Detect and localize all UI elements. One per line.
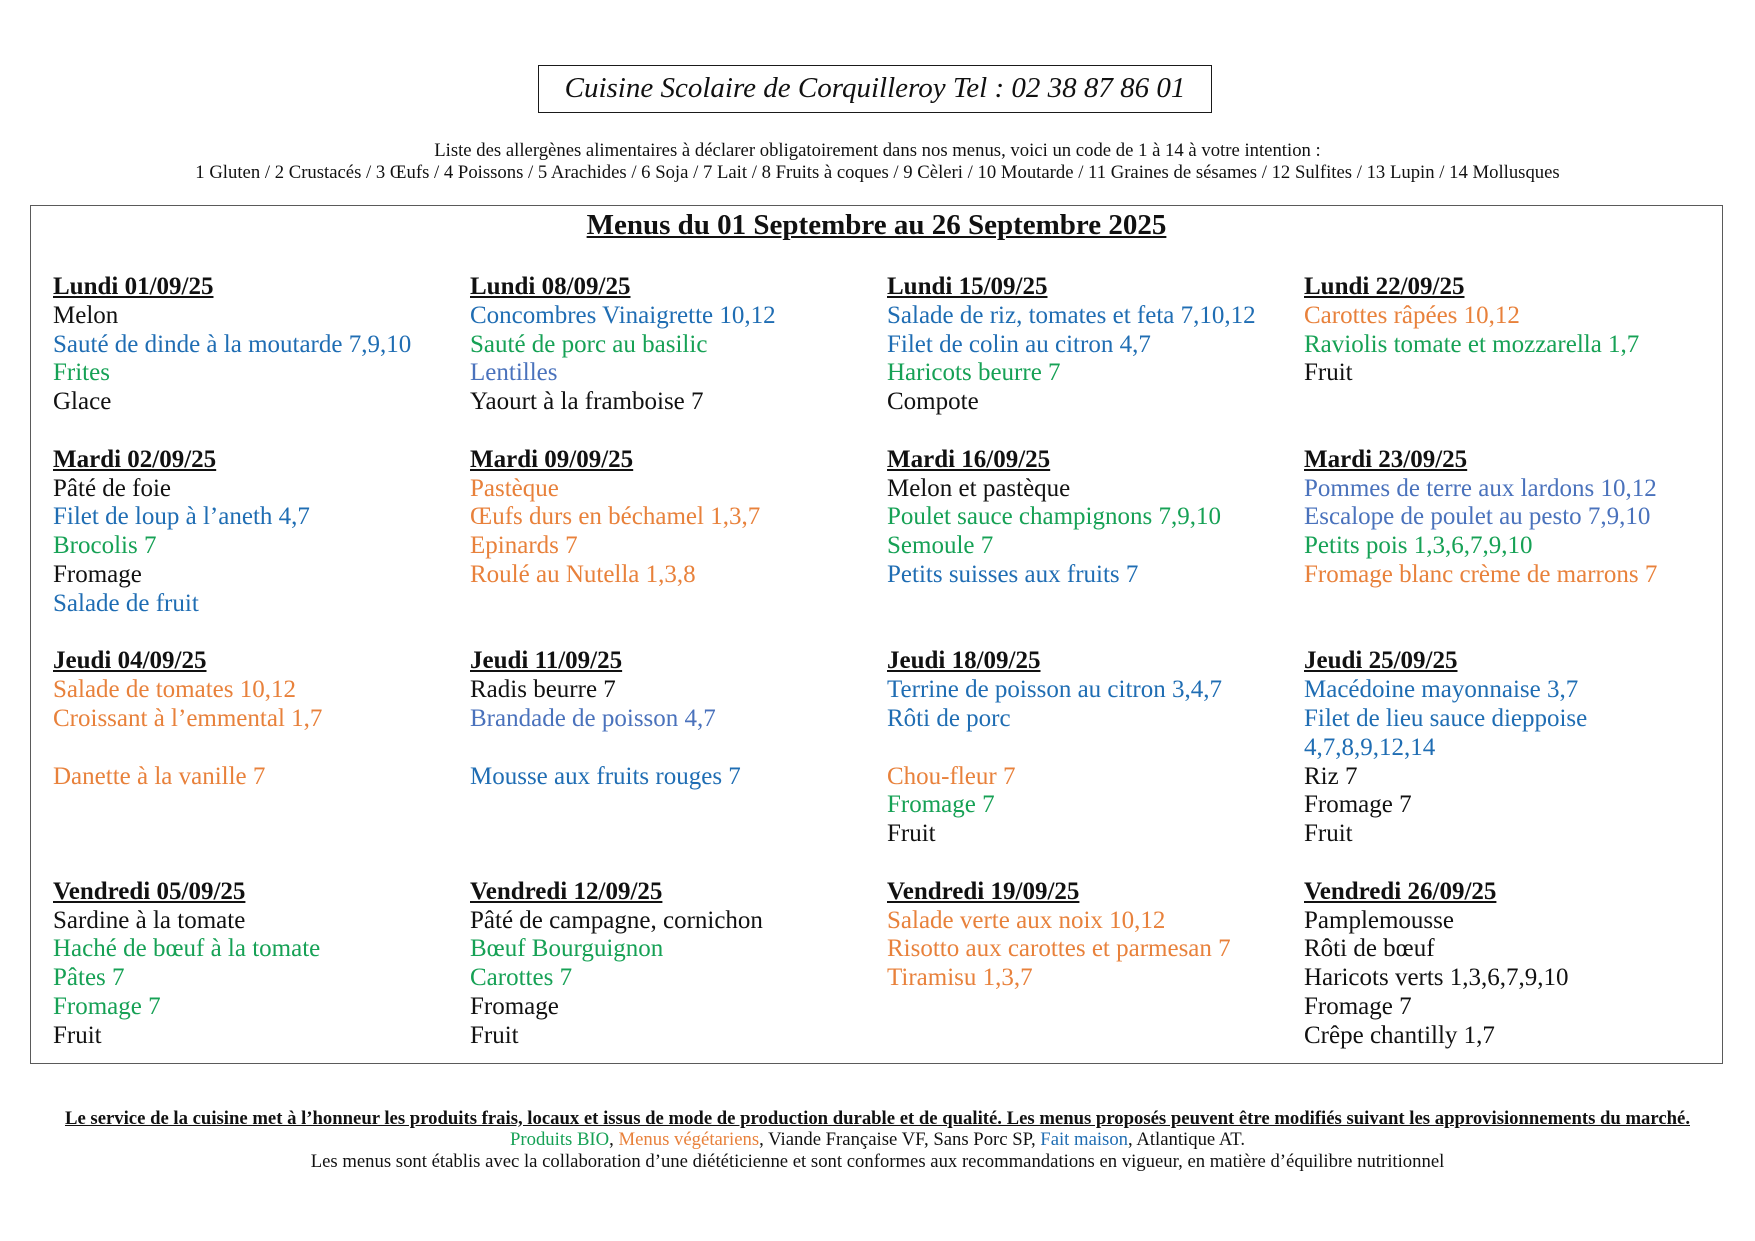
day-heading: Mardi 23/09/25 (1304, 445, 1468, 473)
dish: Salade de riz, tomates et feta 7,10,12 (887, 301, 1256, 329)
dish: Filet de lieu sauce dieppoise 4,7,8,9,12,14 (1304, 704, 1588, 761)
allergen-notice (0, 140, 1755, 183)
legend-item: , Atlantique AT. (1128, 1129, 1245, 1151)
dish: Crêpe chantilly 1,7 (1304, 1021, 1495, 1049)
footer-legend (0, 1129, 1755, 1150)
dish: Frites (53, 359, 110, 387)
blank-line (470, 734, 865, 763)
day-menu (53, 878, 470, 1051)
allergen-list: 1 Gluten / 2 Crustacés / 3 Œufs / 4 Poissons / 5 Arachides / 6 Soja / 7 Lait / 8 Fruits à coques / 9 Cèleri / 10 Moutarde / 11 Graines de sésames / 12 Sulfites / 13 Lupin / 14 Mollusques (195, 161, 1560, 183)
day-heading: Vendredi 05/09/25 (53, 877, 246, 905)
dish: Terrine de poisson au citron 3,4,7 (887, 676, 1222, 704)
dish: Petits pois 1,3,6,7,9,10 (1304, 532, 1533, 560)
dish: Epinards 7 (470, 532, 578, 560)
dish: Fruit (1304, 820, 1353, 848)
dish: Glace (53, 388, 112, 416)
day-menu (470, 878, 887, 1051)
dish: Salade de tomates 10,12 (53, 676, 296, 704)
dish: Bœuf Bourguignon (470, 935, 664, 963)
day-heading: Jeudi 04/09/25 (53, 647, 207, 675)
dish: Pamplemousse (1304, 906, 1454, 934)
allergen-intro: Liste des allergènes alimentaires à déclarer obligatoirement dans nos menus, voici un code de 1 à 14 à votre intention : (434, 140, 1321, 161)
day-menu (1304, 647, 1721, 849)
dish: Haricots verts 1,3,6,7,9,10 (1304, 964, 1569, 992)
day-heading: Jeudi 18/09/25 (887, 647, 1041, 675)
dish: Rôti de bœuf (1304, 935, 1435, 963)
blank-line (887, 734, 1282, 763)
day-menu (470, 273, 887, 417)
dish: Poulet sauce champignons 7,9,10 (887, 503, 1221, 531)
dish: Fruit (887, 820, 936, 848)
dish: Fromage (470, 992, 559, 1020)
day-heading: Lundi 08/09/25 (470, 273, 631, 300)
day-menu (1304, 878, 1721, 1051)
day-menu (887, 647, 1304, 849)
dish: Fruit (53, 1021, 102, 1049)
day-menu (470, 647, 887, 791)
dish: Salade verte aux noix 10,12 (887, 906, 1166, 934)
dish: Riz 7 (1304, 762, 1358, 790)
footer-notice: Le service de la cuisine met à l’honneur les produits frais, locaux et issus de mode de production durable et de qualité. Les menus proposés peuvent être modifiés suivant les approvisionnements du marché. (64, 1108, 1690, 1129)
day-menu (887, 878, 1304, 993)
day-menu (887, 273, 1304, 417)
dish: Sauté de dinde à la moutarde 7,9,10 (53, 330, 412, 358)
blank-line (53, 734, 448, 763)
dish: Roulé au Nutella 1,3,8 (470, 560, 696, 588)
menu-period-title: Menus du 01 Septembre au 26 Septembre 2025 (586, 209, 1167, 241)
dish: Brocolis 7 (53, 532, 157, 560)
dish: Mousse aux fruits rouges 7 (470, 762, 741, 790)
menu-grid (53, 273, 1721, 1051)
day-menu (53, 647, 470, 791)
dish: Fromage (53, 560, 142, 588)
legend-item: Produits BIO (509, 1129, 610, 1151)
day-heading: Lundi 22/09/25 (1304, 273, 1465, 300)
day-heading: Mardi 02/09/25 (53, 445, 217, 473)
dish: Œufs durs en béchamel 1,3,7 (470, 503, 761, 531)
dish: Raviolis tomate et mozzarella 1,7 (1304, 330, 1640, 358)
dish: Haché de bœuf à la tomate (53, 935, 321, 963)
dish: Yaourt à la framboise 7 (470, 388, 704, 416)
dish: Risotto aux carottes et parmesan 7 (887, 935, 1231, 963)
dish: Chou-fleur 7 (887, 762, 1016, 790)
day-menu (53, 273, 470, 417)
day-heading: Jeudi 25/09/25 (1304, 647, 1458, 675)
dish: Fruit (470, 1021, 519, 1049)
dish: Macédoine mayonnaise 3,7 (1304, 676, 1579, 704)
footer-nutrition-note: Les menus sont établis avec la collaboration d’une diététicienne et sont conformes aux recommandations en vigueur, en matière d’équilibre nutritionnel (310, 1150, 1445, 1172)
day-menu (1304, 273, 1721, 388)
footer (0, 1108, 1755, 1172)
dish: Fruit (1304, 359, 1353, 387)
day-menu (1304, 446, 1721, 590)
day-menu (470, 446, 887, 590)
dish: Compote (887, 388, 979, 416)
dish: Fromage 7 (1304, 992, 1412, 1020)
dish: Croissant à l’emmental 1,7 (53, 704, 323, 732)
kitchen-contact-title: Cuisine Scolaire de Corquilleroy Tel : 02 38 87 86 01 (564, 72, 1186, 104)
dish: Haricots beurre 7 (887, 359, 1061, 387)
day-heading: Lundi 01/09/25 (53, 273, 214, 300)
dish: Filet de colin au citron 4,7 (887, 330, 1151, 358)
dish: Pâté de campagne, cornichon (470, 906, 763, 934)
dish: Concombres Vinaigrette 10,12 (470, 301, 776, 329)
legend-item: , (609, 1129, 619, 1151)
dish: Tiramisu 1,3,7 (887, 964, 1033, 992)
day-heading: Vendredi 12/09/25 (470, 877, 663, 905)
day-heading: Lundi 15/09/25 (887, 273, 1048, 300)
day-heading: Mardi 09/09/25 (470, 445, 634, 473)
dish: Radis beurre 7 (470, 676, 616, 704)
dish: Carottes râpées 10,12 (1304, 301, 1520, 329)
dish: Pommes de terre aux lardons 10,12 (1304, 474, 1657, 502)
dish: Danette à la vanille 7 (53, 762, 266, 790)
dish: Brandade de poisson 4,7 (470, 704, 716, 732)
dish: Carottes 7 (470, 964, 573, 992)
dish: Filet de loup à l’aneth 4,7 (53, 503, 310, 531)
legend-item: , Viande Française VF, Sans Porc SP, (759, 1129, 1041, 1151)
dish: Melon (53, 301, 119, 329)
dish: Pâtes 7 (53, 964, 125, 992)
legend-item: Menus végétariens (618, 1129, 760, 1151)
dish: Sauté de porc au basilic (470, 330, 708, 358)
legend-item: Fait maison (1040, 1129, 1129, 1151)
kitchen-contact-box (538, 65, 1212, 113)
day-heading: Vendredi 26/09/25 (1304, 877, 1497, 905)
dish: Salade de fruit (53, 589, 199, 617)
menu-box (30, 205, 1723, 1064)
dish: Fromage 7 (1304, 791, 1412, 819)
dish: Melon et pastèque (887, 474, 1071, 502)
day-heading: Mardi 16/09/25 (887, 445, 1051, 473)
day-menu (53, 446, 470, 619)
dish: Sardine à la tomate (53, 906, 246, 934)
dish: Semoule 7 (887, 532, 994, 560)
dish: Fromage blanc crème de marrons 7 (1304, 560, 1658, 588)
dish: Rôti de porc (887, 704, 1011, 732)
dish: Pastèque (470, 474, 559, 502)
dish: Lentilles (470, 359, 558, 387)
dish: Escalope de poulet au pesto 7,9,10 (1304, 503, 1651, 531)
day-menu (887, 446, 1304, 590)
dish: Fromage 7 (53, 992, 161, 1020)
day-heading: Vendredi 19/09/25 (887, 877, 1080, 905)
day-heading: Jeudi 11/09/25 (470, 647, 623, 675)
dish: Petits suisses aux fruits 7 (887, 560, 1139, 588)
dish: Fromage 7 (887, 791, 995, 819)
dish: Pâté de foie (53, 474, 172, 502)
